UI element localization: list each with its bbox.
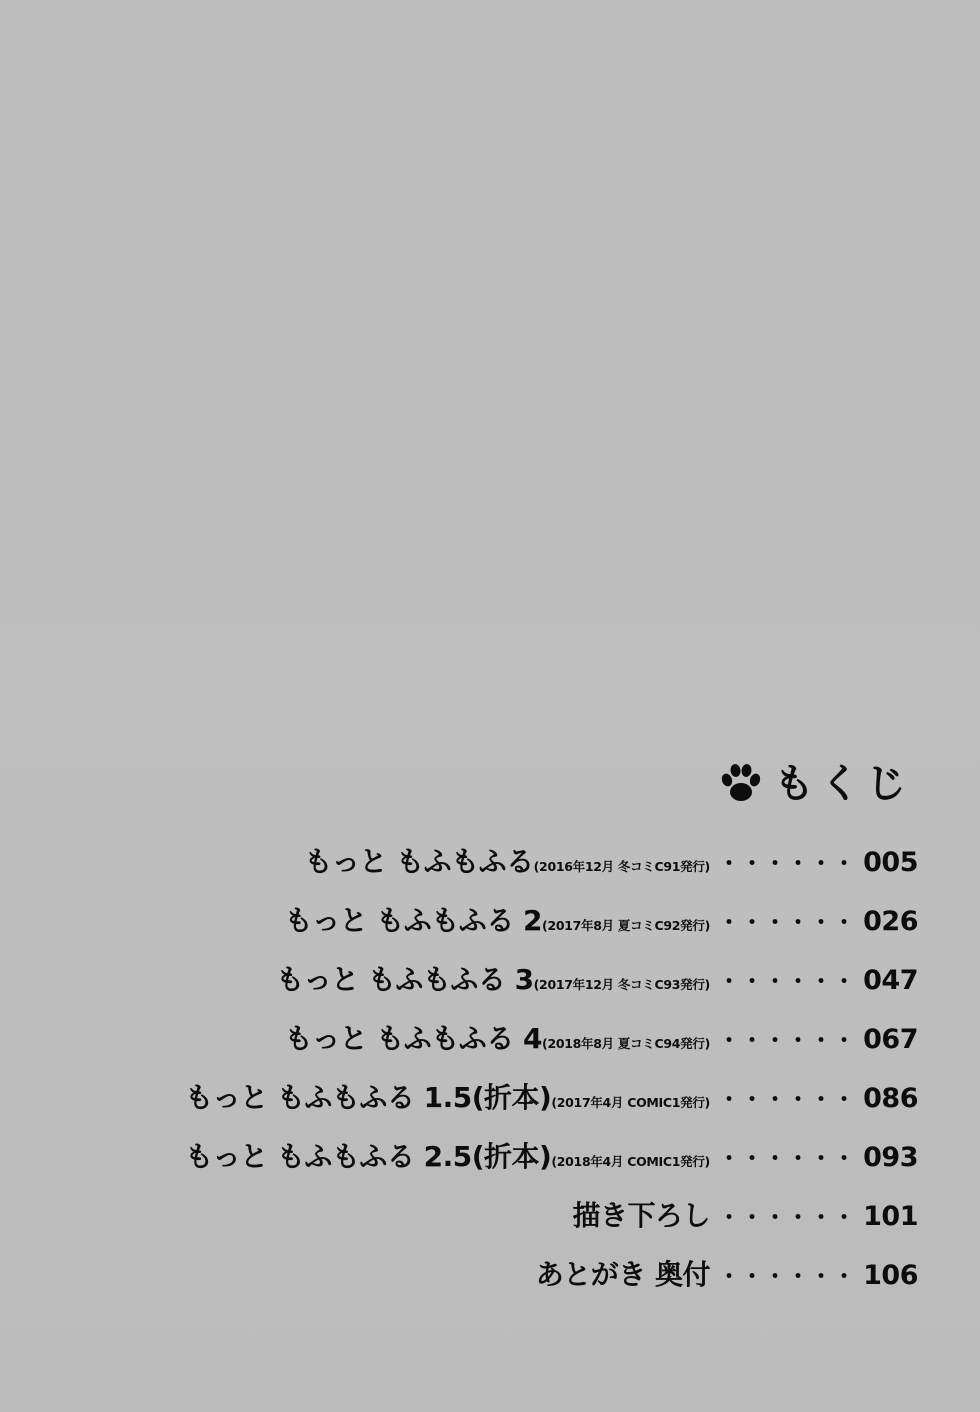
toc-entry bbox=[118, 1017, 918, 1076]
entry-note: (2018年8月 夏コミC94発行) bbox=[542, 1036, 710, 1051]
dot-leader: ・・・・・・ bbox=[717, 1029, 856, 1054]
page-number: 086 bbox=[863, 1083, 918, 1114]
dot-leader: ・・・・・・ bbox=[717, 852, 856, 877]
entry-note: (2016年12月 冬コミC91発行) bbox=[533, 859, 710, 874]
toc-heading bbox=[718, 760, 912, 808]
toc-entry bbox=[118, 1076, 918, 1135]
toc-entry bbox=[118, 1253, 918, 1312]
toc-entry bbox=[118, 1194, 918, 1253]
entry-title: 描き下ろし bbox=[572, 1199, 710, 1232]
toc-entry bbox=[118, 840, 918, 899]
paw-icon bbox=[718, 761, 764, 807]
entry-note: (2017年12月 冬コミC93発行) bbox=[533, 977, 710, 992]
entry-title: もっと もふもふる 2.5(折本) bbox=[185, 1140, 552, 1173]
entry-title: もっと もふもふる 3 bbox=[276, 963, 534, 996]
page-number: 005 bbox=[863, 847, 918, 878]
entry-title: もっと もふもふる 4 bbox=[284, 1022, 543, 1055]
page-number: 093 bbox=[863, 1142, 918, 1173]
page-number: 047 bbox=[863, 965, 918, 996]
dot-leader: ・・・・・・ bbox=[717, 1147, 856, 1172]
toc-list bbox=[118, 840, 918, 1312]
page-number: 101 bbox=[863, 1201, 918, 1232]
entry-title: あとがき 奥付 bbox=[535, 1258, 710, 1291]
page-number: 067 bbox=[863, 1024, 918, 1055]
toc-title: もくじ bbox=[774, 761, 912, 807]
entry-title: もっと もふもふる bbox=[304, 845, 534, 878]
page-number: 026 bbox=[863, 906, 918, 937]
dot-leader: ・・・・・・ bbox=[717, 1206, 856, 1231]
toc-entry bbox=[118, 1135, 918, 1194]
dot-leader: ・・・・・・ bbox=[717, 970, 856, 995]
dot-leader: ・・・・・・ bbox=[717, 911, 856, 936]
dot-leader: ・・・・・・ bbox=[717, 1088, 856, 1113]
toc-entry bbox=[118, 958, 918, 1017]
toc-entry bbox=[118, 899, 918, 958]
entry-note: (2018年4月 COMIC1発行) bbox=[551, 1154, 710, 1169]
dot-leader: ・・・・・・ bbox=[717, 1265, 856, 1290]
entry-title: もっと もふもふる 1.5(折本) bbox=[185, 1081, 552, 1114]
entry-title: もっと もふもふる 2 bbox=[284, 904, 543, 937]
page-number: 106 bbox=[863, 1260, 918, 1291]
entry-note: (2017年4月 COMIC1発行) bbox=[551, 1095, 710, 1110]
entry-note: (2017年8月 夏コミC92発行) bbox=[542, 918, 710, 933]
